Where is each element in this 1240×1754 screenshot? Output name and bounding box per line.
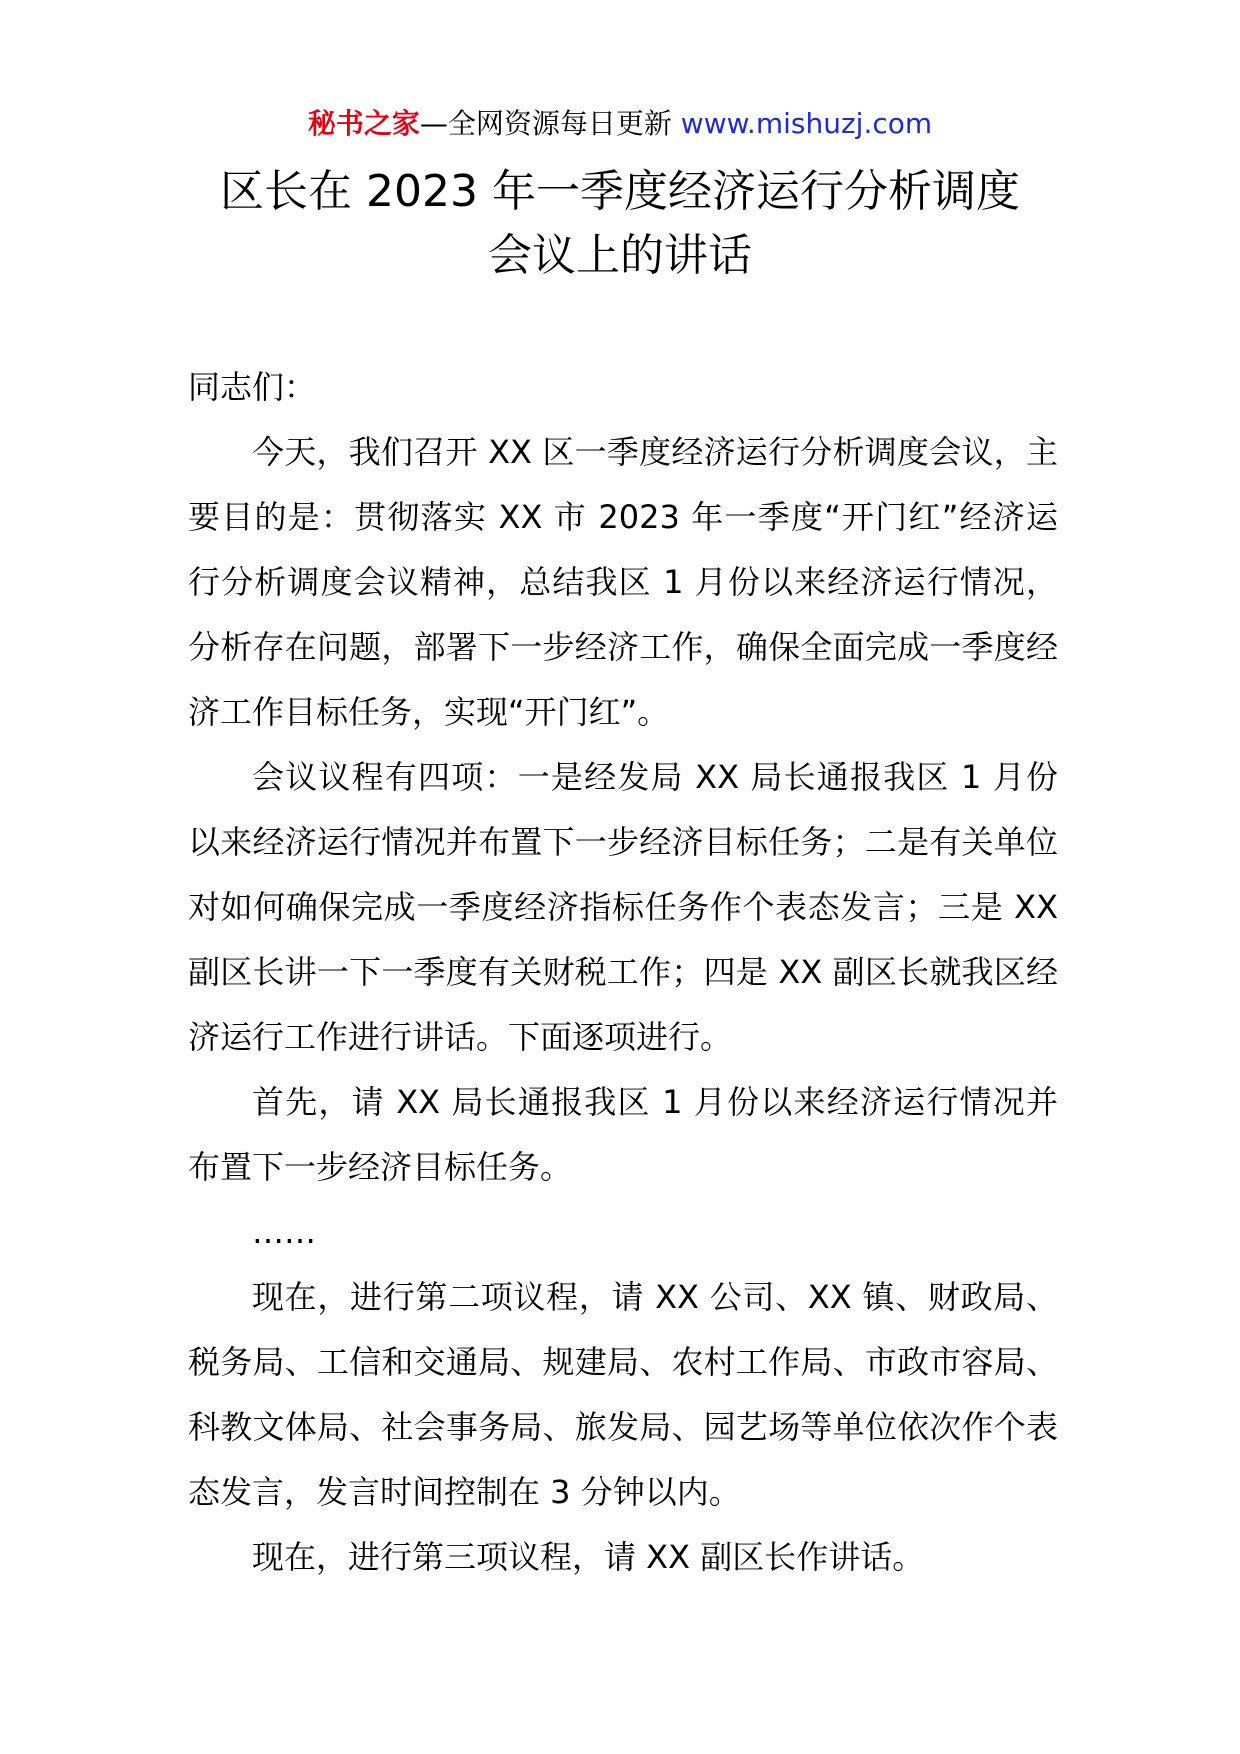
document-title (0, 160, 1240, 288)
paragraph-second-item: 现在，进行第二项议程，请 XX 公司、XX 镇、财政局、税务局、工信和交通局、规建局、农村工作局、市政市容局、科教文体局、社会事务局、旅发局、园艺场等单位依次作个表态发言，发言时间控制在 3 分钟以内。 (188, 1278, 1058, 1511)
paragraph-third-item: 现在，进行第三项议程，请 XX 副区长作讲话。 (252, 1538, 925, 1576)
paragraph-agenda: 会议议程有四项：一是经发局 XX 局长通报我区 1 月份以来经济运行情况并布置下一步经济目标任务；二是有关单位对如何确保完成一季度经济指标任务作个表态发言；三是 XX 副区长讲一下一季度有关财税工作；四是 XX 副区长就我区经济运行工作进行讲话。下面逐项进行。 (188, 758, 1058, 1056)
paragraph-ellipsis: …… (252, 1213, 316, 1251)
title-line-1: 区长在 2023 年一季度经济运行分析调度 (220, 166, 1020, 217)
header-slogan: —全网资源每日更新 (419, 107, 672, 140)
brand-name: 秘书之家 (307, 107, 420, 140)
site-url[interactable]: www.mishuzj.com (680, 107, 933, 140)
paragraph-opening: 今天，我们召开 XX 区一季度经济运行分析调度会议，主要目的是：贯彻落实 XX 市 2023 年一季度“开门红”经济运行分析调度会议精神，总结我区 1 月份以来经济运行情况，分析存在问题，部署下一步经济工作，确保全面完成一季度经济工作目标任务，实现“开门红”。 (188, 433, 1058, 731)
salutation: 同志们： (188, 368, 317, 406)
document-body (188, 355, 1058, 1590)
paragraph-first-item: 首先，请 XX 局长通报我区 1 月份以来经济运行情况并布置下一步经济目标任务。 (188, 1083, 1058, 1186)
title-line-2: 会议上的讲话 (488, 230, 752, 281)
site-header (0, 104, 1240, 144)
